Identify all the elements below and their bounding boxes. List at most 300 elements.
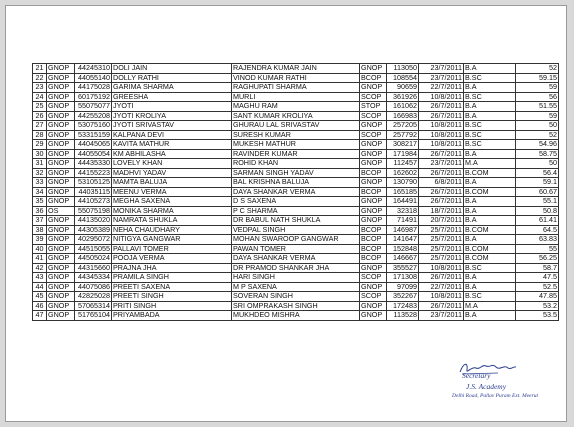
qualification-cell: B.A bbox=[464, 197, 516, 207]
table-body bbox=[33, 64, 559, 321]
application-number-cell: 257792 bbox=[387, 130, 419, 140]
table-row bbox=[33, 301, 559, 311]
qualification-cell: B.COM bbox=[464, 254, 516, 264]
application-number-cell: 165185 bbox=[387, 187, 419, 197]
roll-number-cell: 53105125 bbox=[75, 178, 112, 188]
serial-number-cell: 37 bbox=[33, 216, 47, 226]
roll-number-cell: 44505024 bbox=[75, 254, 112, 264]
roll-number-cell: 44515055 bbox=[75, 244, 112, 254]
roll-number-cell: 42825028 bbox=[75, 292, 112, 302]
category-cell: GNOP bbox=[47, 149, 75, 159]
percentage-cell: 47.5 bbox=[516, 273, 559, 283]
percentage-cell: 59 bbox=[516, 83, 559, 93]
serial-number-cell: 22 bbox=[33, 73, 47, 83]
application-date-cell: 26/7/2011 bbox=[419, 197, 464, 207]
candidate-name-cell: MADHVI YADAV bbox=[112, 168, 232, 178]
application-number-cell: 361926 bbox=[387, 92, 419, 102]
table-row bbox=[33, 273, 559, 283]
qualification-cell: B.SC bbox=[464, 130, 516, 140]
category-cell: GNOP bbox=[47, 301, 75, 311]
candidate-name-cell: PRIYAMBADA bbox=[112, 311, 232, 321]
qualification-cell: B.COM bbox=[464, 187, 516, 197]
roll-number-cell: 40295072 bbox=[75, 235, 112, 245]
candidate-name-cell: NEHA CHAUDHARY bbox=[112, 225, 232, 235]
application-category-cell: BCOP bbox=[360, 235, 387, 245]
percentage-cell: 60.67 bbox=[516, 187, 559, 197]
application-number-cell: 352267 bbox=[387, 292, 419, 302]
application-category-cell: GNOP bbox=[360, 149, 387, 159]
father-name-cell: DR PRAMOD SHANKAR JHA bbox=[232, 263, 360, 273]
serial-number-cell: 43 bbox=[33, 273, 47, 283]
serial-number-cell: 35 bbox=[33, 197, 47, 207]
application-date-cell: 23/7/2011 bbox=[419, 311, 464, 321]
serial-number-cell: 42 bbox=[33, 263, 47, 273]
category-cell: GNOP bbox=[47, 244, 75, 254]
application-date-cell: 26/7/2011 bbox=[419, 168, 464, 178]
serial-number-cell: 38 bbox=[33, 225, 47, 235]
serial-number-cell: 24 bbox=[33, 92, 47, 102]
application-category-cell: GNOP bbox=[360, 263, 387, 273]
table-row bbox=[33, 206, 559, 216]
serial-number-cell: 32 bbox=[33, 168, 47, 178]
percentage-cell: 52 bbox=[516, 64, 559, 74]
application-category-cell: GNOP bbox=[360, 159, 387, 169]
table-row bbox=[33, 121, 559, 131]
application-date-cell: 26/7/2011 bbox=[419, 102, 464, 112]
serial-number-cell: 33 bbox=[33, 178, 47, 188]
application-category-cell: GNOP bbox=[360, 178, 387, 188]
percentage-cell: 56.4 bbox=[516, 168, 559, 178]
category-cell: GNOP bbox=[47, 216, 75, 226]
category-cell: GNOP bbox=[47, 83, 75, 93]
application-date-cell: 20/7/2011 bbox=[419, 216, 464, 226]
application-date-cell: 23/7/2011 bbox=[419, 64, 464, 74]
serial-number-cell: 21 bbox=[33, 64, 47, 74]
qualification-cell: B.SC bbox=[464, 121, 516, 131]
application-category-cell: GNOP bbox=[360, 197, 387, 207]
qualification-cell: B.COM bbox=[464, 168, 516, 178]
application-number-cell: 112457 bbox=[387, 159, 419, 169]
qualification-cell: M.A bbox=[464, 301, 516, 311]
percentage-cell: 56.25 bbox=[516, 254, 559, 264]
table-row bbox=[33, 178, 559, 188]
candidate-name-cell: PREETI SAXENA bbox=[112, 282, 232, 292]
category-cell: GNOP bbox=[47, 140, 75, 150]
father-name-cell: VINOD KUMAR RATHI bbox=[232, 73, 360, 83]
category-cell: GNOP bbox=[47, 197, 75, 207]
percentage-cell: 63.83 bbox=[516, 235, 559, 245]
father-name-cell: DAYA SHANKAR VERMA bbox=[232, 254, 360, 264]
candidate-name-cell: DOLI JAIN bbox=[112, 64, 232, 74]
category-cell: GNOP bbox=[47, 263, 75, 273]
qualification-cell: B.A bbox=[464, 311, 516, 321]
serial-number-cell: 40 bbox=[33, 244, 47, 254]
table-row bbox=[33, 130, 559, 140]
application-date-cell: 10/8/2011 bbox=[419, 263, 464, 273]
application-category-cell: GNOP bbox=[360, 206, 387, 216]
application-category-cell: SCOP bbox=[360, 292, 387, 302]
application-date-cell: 25/7/2011 bbox=[419, 254, 464, 264]
category-cell: GNOP bbox=[47, 92, 75, 102]
application-number-cell: 97099 bbox=[387, 282, 419, 292]
application-category-cell: BCOP bbox=[360, 254, 387, 264]
application-date-cell: 6/8/2011 bbox=[419, 178, 464, 188]
application-number-cell: 171984 bbox=[387, 149, 419, 159]
father-name-cell: MUKESH MATHUR bbox=[232, 140, 360, 150]
table-row bbox=[33, 140, 559, 150]
table-row bbox=[33, 187, 559, 197]
table-row bbox=[33, 73, 559, 83]
application-category-cell: GNOP bbox=[360, 83, 387, 93]
application-date-cell: 18/7/2011 bbox=[419, 206, 464, 216]
stamp-title: Secretary bbox=[462, 371, 491, 380]
application-category-cell: GNOP bbox=[360, 121, 387, 131]
percentage-cell: 52 bbox=[516, 130, 559, 140]
candidate-name-cell: KM ABHILASHA bbox=[112, 149, 232, 159]
serial-number-cell: 34 bbox=[33, 187, 47, 197]
application-category-cell: BCOP bbox=[360, 168, 387, 178]
roll-number-cell: 53315159 bbox=[75, 130, 112, 140]
application-number-cell: 113528 bbox=[387, 311, 419, 321]
category-cell: GNOP bbox=[47, 273, 75, 283]
qualification-cell: B.A bbox=[464, 273, 516, 283]
stamp-organization: J.S. Academy bbox=[466, 382, 507, 391]
serial-number-cell: 39 bbox=[33, 235, 47, 245]
qualification-cell: B.SC bbox=[464, 140, 516, 150]
percentage-cell: 53.2 bbox=[516, 301, 559, 311]
table-row bbox=[33, 111, 559, 121]
candidate-name-cell: LOVELY KHAN bbox=[112, 159, 232, 169]
category-cell: GNOP bbox=[47, 292, 75, 302]
candidate-name-cell: MEGHA SAXENA bbox=[112, 197, 232, 207]
candidate-name-cell: MONIKA SHARMA bbox=[112, 206, 232, 216]
candidate-name-cell: MEENU VERMA bbox=[112, 187, 232, 197]
application-number-cell: 71491 bbox=[387, 216, 419, 226]
qualification-cell: B.SC bbox=[464, 263, 516, 273]
father-name-cell: RAJENDRA KUMAR JAIN bbox=[232, 64, 360, 74]
table-row bbox=[33, 197, 559, 207]
roll-number-cell: 60175192 bbox=[75, 92, 112, 102]
serial-number-cell: 28 bbox=[33, 130, 47, 140]
application-date-cell: 10/8/2011 bbox=[419, 121, 464, 131]
application-date-cell: 25/7/2011 bbox=[419, 244, 464, 254]
father-name-cell: RAVINDER KUMAR bbox=[232, 149, 360, 159]
serial-number-cell: 29 bbox=[33, 140, 47, 150]
father-name-cell: DR BABUL NATH SHUKLA bbox=[232, 216, 360, 226]
application-number-cell: 308217 bbox=[387, 140, 419, 150]
percentage-cell: 50 bbox=[516, 159, 559, 169]
father-name-cell: RAGHUPATI SHARMA bbox=[232, 83, 360, 93]
category-cell: GNOP bbox=[47, 282, 75, 292]
roll-number-cell: 55075198 bbox=[75, 206, 112, 216]
category-cell: GNOP bbox=[47, 254, 75, 264]
category-cell: GNOP bbox=[47, 311, 75, 321]
application-number-cell: 146987 bbox=[387, 225, 419, 235]
father-name-cell: SURESH KUMAR bbox=[232, 130, 360, 140]
application-category-cell: GNOP bbox=[360, 216, 387, 226]
roll-number-cell: 44305389 bbox=[75, 225, 112, 235]
qualification-cell: B.A bbox=[464, 235, 516, 245]
table-row bbox=[33, 292, 559, 302]
percentage-cell: 52.5 bbox=[516, 282, 559, 292]
category-cell: GNOP bbox=[47, 64, 75, 74]
father-name-cell: SRI OMPRAKASH SINGH bbox=[232, 301, 360, 311]
table-row bbox=[33, 225, 559, 235]
category-cell: GNOP bbox=[47, 235, 75, 245]
percentage-cell: 50.8 bbox=[516, 206, 559, 216]
application-category-cell: GNOP bbox=[360, 64, 387, 74]
application-category-cell: SCOP bbox=[360, 111, 387, 121]
qualification-cell: B.A bbox=[464, 216, 516, 226]
father-name-cell: P C SHARMA bbox=[232, 206, 360, 216]
candidate-name-cell: JYOTI SRIVASTAV bbox=[112, 121, 232, 131]
candidate-name-cell: PALLAVI TOMER bbox=[112, 244, 232, 254]
candidate-table bbox=[32, 63, 559, 321]
roll-number-cell: 44055140 bbox=[75, 73, 112, 83]
qualification-cell: B.A bbox=[464, 102, 516, 112]
application-date-cell: 22/7/2011 bbox=[419, 83, 464, 93]
category-cell: GNOP bbox=[47, 121, 75, 131]
roll-number-cell: 44135020 bbox=[75, 216, 112, 226]
roll-number-cell: 53075160 bbox=[75, 121, 112, 131]
application-date-cell: 23/7/2011 bbox=[419, 73, 464, 83]
application-date-cell: 10/8/2011 bbox=[419, 92, 464, 102]
roll-number-cell: 44055054 bbox=[75, 149, 112, 159]
candidate-name-cell: KAVITA MATHUR bbox=[112, 140, 232, 150]
category-cell: GNOP bbox=[47, 159, 75, 169]
father-name-cell: MAGHU RAM bbox=[232, 102, 360, 112]
qualification-cell: B.A bbox=[464, 282, 516, 292]
percentage-cell: 55 bbox=[516, 244, 559, 254]
application-category-cell: SCOP bbox=[360, 92, 387, 102]
percentage-cell: 61.41 bbox=[516, 216, 559, 226]
table-row bbox=[33, 311, 559, 321]
application-category-cell: BCOP bbox=[360, 225, 387, 235]
table-row bbox=[33, 235, 559, 245]
percentage-cell: 58.75 bbox=[516, 149, 559, 159]
qualification-cell: B.A bbox=[464, 64, 516, 74]
serial-number-cell: 26 bbox=[33, 111, 47, 121]
application-category-cell: STOP bbox=[360, 102, 387, 112]
qualification-cell: B.COM bbox=[464, 225, 516, 235]
qualification-cell: B.A bbox=[464, 111, 516, 121]
roll-number-cell: 44075086 bbox=[75, 282, 112, 292]
application-date-cell: 10/8/2011 bbox=[419, 292, 464, 302]
candidate-name-cell: GARIMA SHARMA bbox=[112, 83, 232, 93]
roll-number-cell: 44245310 bbox=[75, 64, 112, 74]
application-number-cell: 171308 bbox=[387, 273, 419, 283]
category-cell: GNOP bbox=[47, 111, 75, 121]
application-category-cell: GNOP bbox=[360, 140, 387, 150]
application-date-cell: 23/7/2011 bbox=[419, 159, 464, 169]
application-date-cell: 10/8/2011 bbox=[419, 140, 464, 150]
father-name-cell: D S SAXENA bbox=[232, 197, 360, 207]
table-row bbox=[33, 83, 559, 93]
roll-number-cell: 55075077 bbox=[75, 102, 112, 112]
category-cell: GNOP bbox=[47, 130, 75, 140]
stamp-address: Delhi Road, Pallav Puram Ext. Meerut bbox=[452, 393, 538, 399]
roll-number-cell: 44345334 bbox=[75, 273, 112, 283]
qualification-cell: B.A bbox=[464, 149, 516, 159]
qualification-cell: B.A bbox=[464, 206, 516, 216]
percentage-cell: 55.1 bbox=[516, 197, 559, 207]
father-name-cell: GHURAU LAL SRIVASTAV bbox=[232, 121, 360, 131]
category-cell: GNOP bbox=[47, 73, 75, 83]
application-number-cell: 113050 bbox=[387, 64, 419, 74]
serial-number-cell: 31 bbox=[33, 159, 47, 169]
application-number-cell: 141647 bbox=[387, 235, 419, 245]
father-name-cell: BAL KRISHNA BALUJA bbox=[232, 178, 360, 188]
table-row bbox=[33, 263, 559, 273]
application-number-cell: 90659 bbox=[387, 83, 419, 93]
application-number-cell: 161062 bbox=[387, 102, 419, 112]
serial-number-cell: 36 bbox=[33, 206, 47, 216]
serial-number-cell: 47 bbox=[33, 311, 47, 321]
application-category-cell: BCOP bbox=[360, 187, 387, 197]
percentage-cell: 53.5 bbox=[516, 311, 559, 321]
father-name-cell: SOVERAN SINGH bbox=[232, 292, 360, 302]
application-date-cell: 25/7/2011 bbox=[419, 225, 464, 235]
percentage-cell: 56 bbox=[516, 92, 559, 102]
percentage-cell: 59 bbox=[516, 111, 559, 121]
qualification-cell: B.SC bbox=[464, 292, 516, 302]
candidate-name-cell: NAMRATA SHUKLA bbox=[112, 216, 232, 226]
roll-number-cell: 44255208 bbox=[75, 111, 112, 121]
percentage-cell: 54.96 bbox=[516, 140, 559, 150]
percentage-cell: 47.85 bbox=[516, 292, 559, 302]
father-name-cell: SANT KUMAR KROLIYA bbox=[232, 111, 360, 121]
application-category-cell: GNOP bbox=[360, 311, 387, 321]
category-cell: GNOP bbox=[47, 168, 75, 178]
application-number-cell: 355527 bbox=[387, 263, 419, 273]
percentage-cell: 51.55 bbox=[516, 102, 559, 112]
candidate-name-cell: PRITI SINGH bbox=[112, 301, 232, 311]
qualification-cell: B.SC bbox=[464, 92, 516, 102]
document-page bbox=[5, 5, 567, 422]
candidate-name-cell: DOLLY RATHI bbox=[112, 73, 232, 83]
category-cell: OS bbox=[47, 206, 75, 216]
table-row bbox=[33, 64, 559, 74]
father-name-cell: MUKHDEO MISHRA bbox=[232, 311, 360, 321]
table-row bbox=[33, 254, 559, 264]
table-row bbox=[33, 216, 559, 226]
roll-number-cell: 44045065 bbox=[75, 140, 112, 150]
qualification-cell: B.SC bbox=[464, 73, 516, 83]
application-date-cell: 26/7/2011 bbox=[419, 301, 464, 311]
candidate-name-cell: MAMTA BALUJA bbox=[112, 178, 232, 188]
candidate-name-cell: PRAJNA JHA bbox=[112, 263, 232, 273]
roll-number-cell: 44435330 bbox=[75, 159, 112, 169]
table-row bbox=[33, 102, 559, 112]
qualification-cell: B.A bbox=[464, 83, 516, 93]
application-number-cell: 172483 bbox=[387, 301, 419, 311]
table-row bbox=[33, 92, 559, 102]
application-date-cell: 22/7/2011 bbox=[419, 282, 464, 292]
table-row bbox=[33, 244, 559, 254]
qualification-cell: B.A bbox=[464, 178, 516, 188]
father-name-cell: ROHID KHAN bbox=[232, 159, 360, 169]
candidate-name-cell: JYOTI bbox=[112, 102, 232, 112]
candidate-name-cell: POOJA VERMA bbox=[112, 254, 232, 264]
application-number-cell: 130790 bbox=[387, 178, 419, 188]
roll-number-cell: 57065314 bbox=[75, 301, 112, 311]
serial-number-cell: 46 bbox=[33, 301, 47, 311]
candidate-name-cell: KALPANA DEVI bbox=[112, 130, 232, 140]
candidate-name-cell: PRAMILA SINGH bbox=[112, 273, 232, 283]
serial-number-cell: 41 bbox=[33, 254, 47, 264]
candidate-name-cell: JYOTI KROLIYA bbox=[112, 111, 232, 121]
application-number-cell: 152848 bbox=[387, 244, 419, 254]
roll-number-cell: 51765104 bbox=[75, 311, 112, 321]
application-date-cell: 26/7/2011 bbox=[419, 273, 464, 283]
table-row bbox=[33, 159, 559, 169]
application-date-cell: 26/7/2011 bbox=[419, 149, 464, 159]
candidate-name-cell: PREETI SINGH bbox=[112, 292, 232, 302]
percentage-cell: 50 bbox=[516, 121, 559, 131]
application-date-cell: 26/7/2011 bbox=[419, 111, 464, 121]
candidate-name-cell: NITIGYA GANGWAR bbox=[112, 235, 232, 245]
application-category-cell: SCOP bbox=[360, 273, 387, 283]
father-name-cell: HARI SINGH bbox=[232, 273, 360, 283]
table-row bbox=[33, 282, 559, 292]
qualification-cell: B.COM bbox=[464, 244, 516, 254]
application-number-cell: 166983 bbox=[387, 111, 419, 121]
father-name-cell: SARMAN SINGH YADAV bbox=[232, 168, 360, 178]
application-number-cell: 164491 bbox=[387, 197, 419, 207]
application-date-cell: 10/8/2011 bbox=[419, 130, 464, 140]
roll-number-cell: 44315660 bbox=[75, 263, 112, 273]
percentage-cell: 58.7 bbox=[516, 263, 559, 273]
application-date-cell: 25/7/2011 bbox=[419, 235, 464, 245]
father-name-cell: M P SAXENA bbox=[232, 282, 360, 292]
serial-number-cell: 44 bbox=[33, 282, 47, 292]
application-category-cell: GNOP bbox=[360, 301, 387, 311]
roll-number-cell: 44105273 bbox=[75, 197, 112, 207]
roll-number-cell: 44175028 bbox=[75, 83, 112, 93]
category-cell: GNOP bbox=[47, 178, 75, 188]
qualification-cell: M.A bbox=[464, 159, 516, 169]
signature-stamp bbox=[452, 360, 552, 416]
application-number-cell: 257205 bbox=[387, 121, 419, 131]
serial-number-cell: 45 bbox=[33, 292, 47, 302]
serial-number-cell: 27 bbox=[33, 121, 47, 131]
application-category-cell: GNOP bbox=[360, 282, 387, 292]
application-number-cell: 146667 bbox=[387, 254, 419, 264]
father-name-cell: MURLI bbox=[232, 92, 360, 102]
serial-number-cell: 30 bbox=[33, 149, 47, 159]
roll-number-cell: 44035115 bbox=[75, 187, 112, 197]
percentage-cell: 64.5 bbox=[516, 225, 559, 235]
father-name-cell: VEDPAL SINGH bbox=[232, 225, 360, 235]
percentage-cell: 59.1 bbox=[516, 178, 559, 188]
father-name-cell: MOHAN SWAROOP GANGWAR bbox=[232, 235, 360, 245]
percentage-cell: 59.15 bbox=[516, 73, 559, 83]
application-number-cell: 108554 bbox=[387, 73, 419, 83]
category-cell: GNOP bbox=[47, 225, 75, 235]
application-date-cell: 26/7/2011 bbox=[419, 187, 464, 197]
application-category-cell: BCOP bbox=[360, 73, 387, 83]
father-name-cell: DAYA SHANKAR VERMA bbox=[232, 187, 360, 197]
category-cell: GNOP bbox=[47, 102, 75, 112]
serial-number-cell: 25 bbox=[33, 102, 47, 112]
application-number-cell: 162602 bbox=[387, 168, 419, 178]
father-name-cell: PAWAN TOMER bbox=[232, 244, 360, 254]
roll-number-cell: 44155223 bbox=[75, 168, 112, 178]
table-row bbox=[33, 149, 559, 159]
candidate-name-cell: GREESHA bbox=[112, 92, 232, 102]
serial-number-cell: 23 bbox=[33, 83, 47, 93]
application-category-cell: SCOP bbox=[360, 130, 387, 140]
